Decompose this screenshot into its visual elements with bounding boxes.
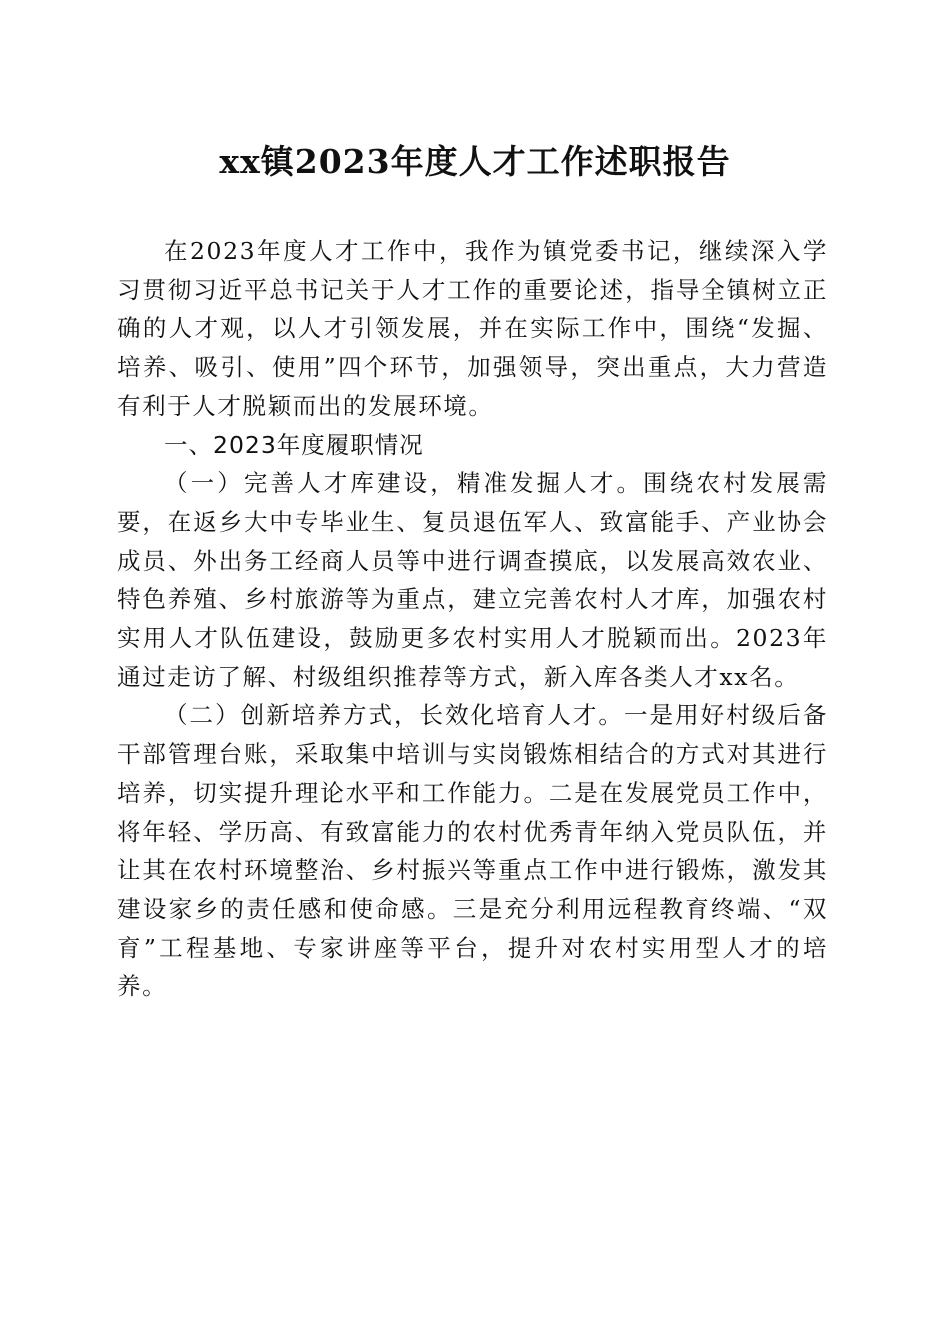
item-body-1: 围绕农村发展需要，在返乡大中专毕业生、复员退伍军人、致富能手、产业协会成员、外出务工经商人员等中进行调查摸底，以发展高效农业、特色养殖、乡村旅游等为重点，建立完善农村人才库，加强农村实用人才队伍建设，鼓励更多农村实用人才脱颖而出。2023年通过走访了解、村级组织推荐等方式，新入库各类人才xx名。 [117, 469, 828, 691]
item-body-2: 一是用好村级后备干部管理台账，采取集中培训与实岗锻炼相结合的方式对其进行培养，切实提升理论水平和工作能力。二是在发展党员工作中，将年轻、学历高、有致富能力的农村优秀青年纳入党员队伍，并让其在农村环境整治、乡村振兴等重点工作中进行锻炼，激发其建设家乡的责任感和使命感。三是充分利用远程教育终端、“双育”工程基地、专家讲座等平台，提升对农村实用型人才的培养。 [117, 701, 828, 1001]
intro-paragraph: 在2023年度人才工作中，我作为镇党委书记，继续深入学习贯彻习近平总书记关于人才工作的重要论述，指导全镇树立正确的人才观，以人才引领发展，并在实际工作中，围绕“发掘、培养、吸引、使用”四个环节，加强领导，突出重点，大力营造有利于人才脱颖而出的发展环境。 [117, 237, 828, 420]
item-lead-2: （二）创新培养方式，长效化培育人才。 [164, 701, 624, 730]
item-lead-1: （一）完善人才库建设，精准发掘人才。 [164, 469, 644, 498]
item-paragraph-1 [117, 464, 828, 696]
item-paragraph-2 [117, 696, 828, 1006]
document-body [117, 232, 828, 1006]
document-title: xx镇2023年度人才工作述职报告 [219, 142, 731, 181]
section-heading: 一、2023年度履职情况 [164, 430, 424, 459]
